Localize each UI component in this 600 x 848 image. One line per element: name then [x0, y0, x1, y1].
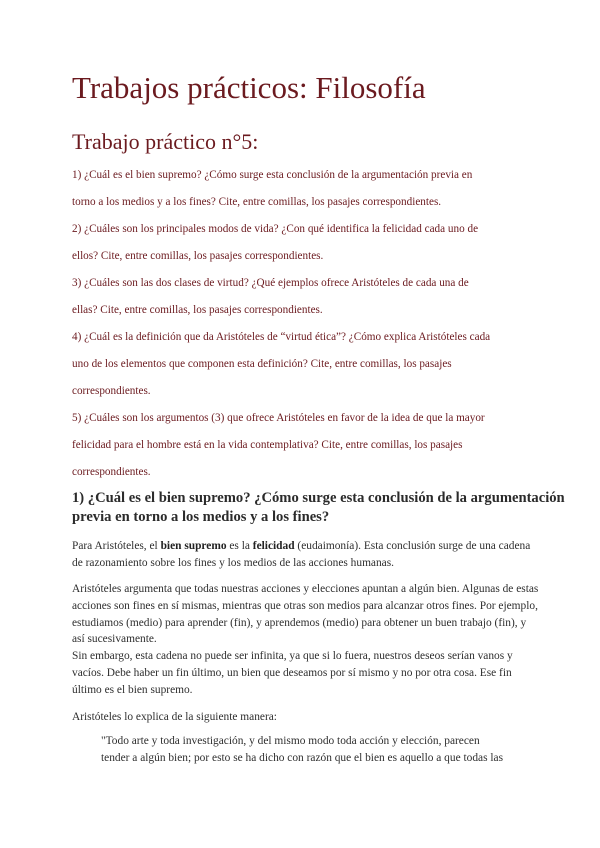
paragraph-line: así sucesivamente.: [72, 633, 157, 646]
questions-list: [72, 164, 542, 488]
question-line: 4) ¿Cuál es la definición que da Aristóteles de “virtud ética”? ¿Cómo explica Aristóteles cada: [72, 331, 491, 343]
text-run: es la: [226, 540, 253, 552]
text-run: (eudaimonía). Esta conclusión surge de una cadena: [294, 540, 531, 552]
bold-term-felicidad: felicidad: [252, 540, 295, 552]
question-line: 5) ¿Cuáles son los argumentos (3) que ofrece Aristóteles en favor de la idea de que la mayor: [72, 412, 485, 424]
paragraph-2: [72, 581, 542, 648]
quote-line: "Todo arte y toda investigación, y del mismo modo toda acción y elección, parecen: [101, 735, 480, 747]
question-line: 1) ¿Cuál es el bien supremo? ¿Cómo surge esta conclusión de la argumentación previa en: [72, 169, 473, 181]
question-line: torno a los medios y a los fines? Cite, entre comillas, los pasajes correspondientes.: [72, 196, 442, 208]
question-line: 3) ¿Cuáles son las dos clases de virtud? ¿Qué ejemplos ofrece Aristóteles de cada una de: [72, 277, 469, 289]
question-line: ellas? Cite, entre comillas, los pasajes correspondientes.: [72, 304, 323, 316]
paragraph-3: [72, 648, 542, 698]
question-line: felicidad para el hombre está en la vida contemplativa? Cite, entre comillas, los pasajes: [72, 439, 463, 451]
answer-heading-line: 1) ¿Cuál es el bien supremo? ¿Cómo surge esta conclusión de la argumentación: [72, 490, 565, 506]
question-line: ellos? Cite, entre comillas, los pasajes correspondientes.: [72, 250, 324, 262]
paragraph-line: Sin embargo, esta cadena no puede ser infinita, ya que si lo fuera, nuestros deseos serían vanos y: [72, 650, 513, 662]
question-line: correspondientes.: [72, 385, 151, 397]
question-line: uno de los elementos que componen esta definición? Cite, entre comillas, los pasajes: [72, 358, 452, 370]
paragraph-line: Aristóteles argumenta que todas nuestras acciones y elecciones apuntan a algún bien. Algunas de estas: [72, 583, 539, 595]
paragraph-line: de razonamiento sobre los fines y los medios de las acciones humanas.: [72, 556, 395, 569]
question-line: 2) ¿Cuáles son los principales modos de vida? ¿Con qué identifica la felicidad cada uno de: [72, 223, 479, 235]
text-run: Para Aristóteles, el: [72, 540, 161, 552]
answer-heading: [72, 489, 565, 527]
paragraph-line: último es el bien supremo.: [72, 683, 193, 696]
paragraph-line: acciones son fines en sí mismas, mientras que otras son medios para alcanzar otros fines. Por ejemplo,: [72, 599, 538, 612]
answer-heading-line: previa en torno a los medios y a los fines?: [72, 509, 330, 525]
paragraph-4: [72, 709, 542, 726]
paragraph-line: estudiamos (medio) para aprender (fin), y aprendemos (medio) para obtener un buen trabajo (fin), y: [72, 616, 527, 629]
paragraph-line: vacíos. Debe haber un fin último, un bien que deseamos por sí mismo y no por otra cosa. Ese fin: [72, 666, 512, 679]
paragraph-line: Aristóteles lo explica de la siguiente manera:: [72, 711, 277, 723]
block-quote: [101, 733, 531, 767]
bold-term-bien-supremo: bien supremo: [160, 540, 227, 552]
quote-line: tender a algún bien; por esto se ha dicho con razón que el bien es aquello a que todas las: [101, 752, 504, 764]
paragraph-1: [72, 538, 542, 572]
question-line: correspondientes.: [72, 466, 151, 478]
paragraph-line: [72, 538, 542, 555]
practical-heading: Trabajo práctico n°5:: [72, 129, 259, 154]
document-title: Trabajos prácticos: Filosofía: [72, 70, 426, 105]
